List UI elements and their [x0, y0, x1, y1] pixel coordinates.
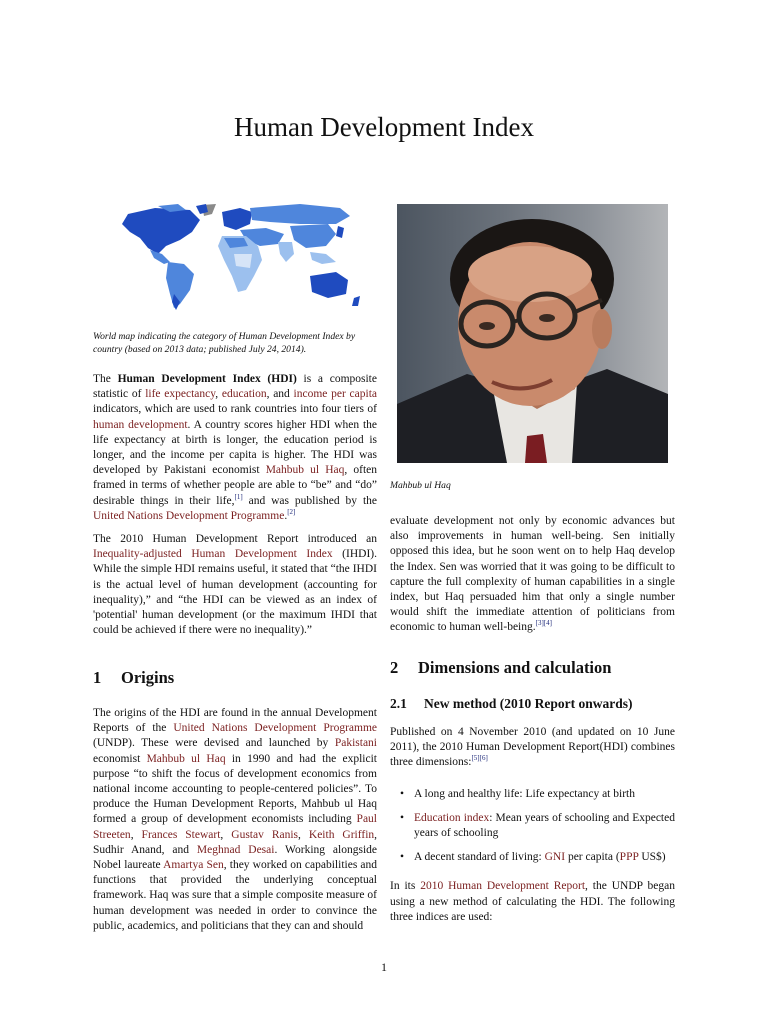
- link-gni[interactable]: GNI: [544, 851, 566, 864]
- dimensions-method-paragraph: In its 2010 Human Development Report, the UNDP began using a new method of calculating the HDI. The following three indices are used:: [390, 880, 675, 923]
- link-undp[interactable]: United Nations Development Programme: [93, 509, 285, 522]
- link-mahbub-ul-haq-origins[interactable]: Mahbub ul Haq: [146, 752, 226, 765]
- link-human-development[interactable]: human development: [93, 418, 188, 431]
- origins-column: [93, 706, 377, 942]
- section-heading-origins: 1 Origins: [93, 668, 175, 687]
- link-education-index[interactable]: Education index: [414, 811, 490, 824]
- ref-5-6[interactable]: [5][6]: [471, 754, 488, 763]
- page-number: 1: [381, 960, 387, 974]
- link-frances-stewart[interactable]: Frances Stewart: [141, 828, 221, 841]
- section-heading-dimensions: 2 Dimensions and calculation: [390, 658, 612, 677]
- intro-paragraph: The Human Development Index (HDI) is a composite statistic of life expectancy, education, and income per capita indicators, which are used to rank countries into four tiers of human development. A country scores higher HDI when the life expectancy at birth is longer, the education period is longer, and the income per capita is higher. The HDI was developed by Pakistani economist Mahbub ul Haq, often framed in terms of whether people are able to “be” and “do” desirable things in their life,[1] and was published by the United Nations Development Programme.[2]: [93, 373, 378, 522]
- link-paul-streeten[interactable]: Paul Streeten: [93, 813, 377, 841]
- portrait-image: [397, 204, 668, 463]
- list-item: • A long and healthy life: Life expectancy at birth: [390, 787, 675, 802]
- link-keith-griffin[interactable]: Keith Griffin: [308, 828, 375, 841]
- ref-1[interactable]: [1]: [234, 492, 243, 501]
- list-item: • A decent standard of living: GNI per capita (PPP US$): [390, 850, 675, 865]
- continuation-column: [390, 514, 675, 644]
- ref-2[interactable]: [2]: [287, 508, 296, 516]
- list-item: • Education index: Mean years of schooling and Expected years of schooling: [390, 811, 675, 841]
- link-mahbub-ul-haq[interactable]: Mahbub ul Haq: [265, 464, 345, 477]
- world-map-figure: [100, 202, 370, 312]
- intro-column: [93, 372, 377, 646]
- page-title: Human Development Index: [234, 112, 534, 142]
- map-caption: World map indicating the category of Human Development Index by country (based on 2013 data; published July 24, 2014).: [93, 331, 356, 355]
- dimensions-intro-paragraph: Published on 4 November 2010 (and updated on 10 June 2011), the 2010 Human Development Report(HDI) combines three dimensions:[5][6]: [390, 726, 675, 769]
- link-undp-origins[interactable]: United Nations Development Programme: [173, 722, 377, 735]
- link-amartya-sen[interactable]: Amartya Sen: [163, 859, 224, 872]
- link-meghnad-desai[interactable]: Meghnad Desai: [196, 843, 275, 856]
- link-ppp[interactable]: PPP: [619, 851, 639, 864]
- ihdi-paragraph: The 2010 Human Development Report introduced an Inequality-adjusted Human Development Index (IHDI). While the simple HDI remains useful, it stated that “the IHDI is the actual level of human development (accounting for inequality),” and “the HDI can be viewed as an index of 'potential' human development (or the maximum IHDI that could be achieved if there were no inequality).”: [93, 533, 377, 637]
- link-pakistani[interactable]: Pakistani: [334, 737, 377, 750]
- portrait-photo: [397, 204, 668, 463]
- link-income-per-capita[interactable]: income per capita: [293, 388, 378, 401]
- origins-paragraph: The origins of the HDI are found in the annual Development Reports of the United Nations Development Programme (UNDP). These were devised and launched by Pakistani economist Mahbub ul Haq in 1990 and had the explicit purpose “to shift the focus of development economics from national income accounting to people-centered policies”. To produce the Human Development Reports, Mahbub ul Haq formed a group of development economists including Paul Streeten, Frances Stewart, Gustav Ranis, Keith Griffin, Sudhir Anand, and Meghnad Desai. Working alongside Nobel laureate Amartya Sen, they worked on capabilities and functions that provided the underlying conceptual framework. Haq was sure that a simple composite measure of human development was needed in order to convince the public, academics, and politicians that they can and should: [93, 707, 378, 932]
- portrait-caption: Mahbub ul Haq: [390, 480, 451, 491]
- dimensions-column: [390, 725, 675, 933]
- continuation-paragraph: evaluate development not only by economic advances but also improvements in human well-being. Sen initially opposed this idea, but he soon went on to help Haq develop the Index. Sen was worried that it was going to be difficult to capture the full complexity of human capabilities in a single index, but Haq persuaded him that only a single number would shift the immediate attention of politicians from economic to human well-being.[3][4]: [390, 515, 675, 634]
- link-ihdi[interactable]: Inequality-adjusted Human Development Index: [93, 548, 333, 561]
- link-gustav-ranis[interactable]: Gustav Ranis: [231, 828, 299, 841]
- link-life-expectancy[interactable]: life expectancy: [145, 388, 216, 401]
- ref-3-4[interactable]: [3][4]: [535, 619, 552, 628]
- subsection-heading-new-method: 2.1 New method (2010 Report onwards): [390, 696, 633, 711]
- hdi-term: Human Development Index (HDI): [117, 373, 297, 385]
- link-2010-hdr[interactable]: 2010 Human Development Report: [420, 880, 586, 893]
- link-education[interactable]: education: [221, 388, 267, 401]
- world-map-image: [100, 202, 370, 312]
- dimensions-list: [390, 787, 675, 866]
